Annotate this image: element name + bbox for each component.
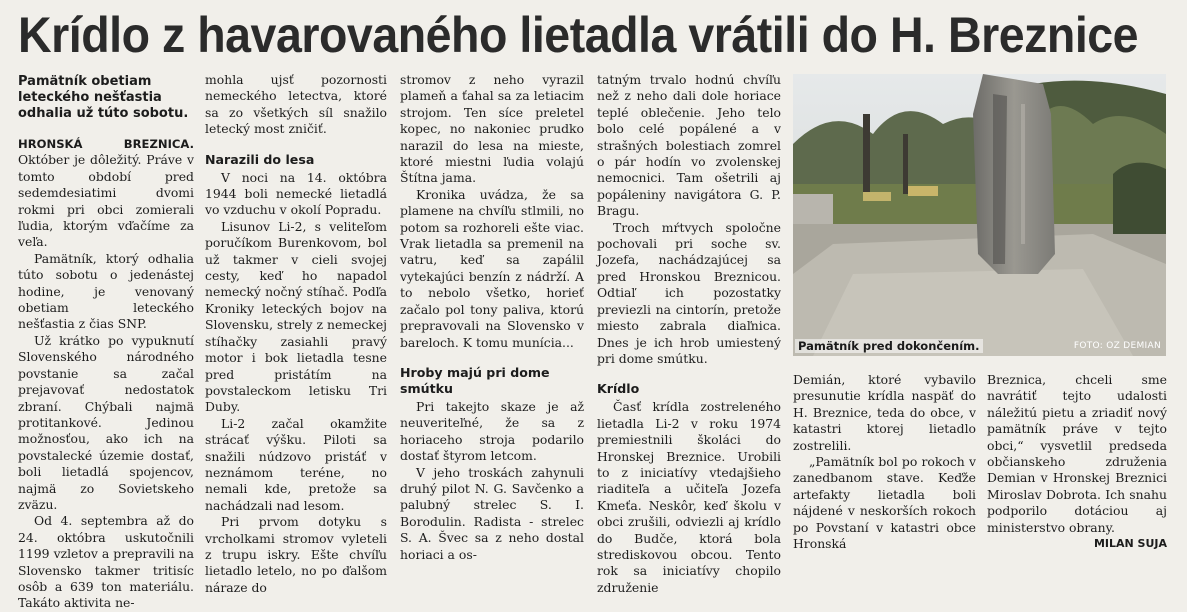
article-column-2 (205, 72, 387, 595)
paragraph: Časť krídla zostreleného lietadla Li-2 v roku 1974 premiestnili školáci do Hronskej Breznice. Urobili to z iniciatívy vtedajšieho riaditeľa a učiteľa Jozefa Kmeťa. Neskôr, keď školu v obci zrušili, odviezli aj krídlo do Budče, ktorá bola strediskovou obcou. Tento rok sa iniciatívy chopilo združenie (597, 399, 781, 595)
paragraph: V jeho troskách zahynuli druhý pilot N. G. Savčenko a palubný strelec S. I. Borodulin. Radista - strelec S. A. Švec sa z neho dostal horiaci a os- (400, 464, 584, 562)
article-column-4 (597, 72, 781, 595)
paragraph: Li-2 začal okamžite strácať výšku. Piloti sa snažili núdzovo pristáť v neznámom teréne, no nemali kde, pretože sa nachádzali nad lesom. (205, 415, 387, 513)
lead-text: Pamätník obetiam leteckého nešťastia odhalia už túto sobotu. (18, 74, 189, 121)
memorial-photo (793, 74, 1166, 356)
subheading: Hroby majú pri dome smútku (400, 364, 550, 396)
article-column-6 (987, 372, 1167, 551)
paragraph: tatným trvalo hodnú chvíľu než z neho dali dole horiace teplé oblečenie. Jeho telo bolo celé popálené a v strašných bolestiach zomrel o pár hodín vo zvolenskej nemocnici. Tam ošetrili aj popáleniny navigátora G. P. Bragu. (597, 72, 781, 219)
article-column-5 (793, 372, 976, 552)
paragraph: Breznica, chceli sme navrátiť tejto udalosti náležitú pietu a zriadiť nový pamätník práve v tejto obci,“ vysvetlil predseda občianskeho združenia Demian v Hronskej Breznici Miroslav Dobrota. Ich snahu podporilo dotáciou aj ministerstvo obrany. MILAN SUJA (987, 372, 1167, 536)
paragraph: Lisunov Li-2, s veliteľom poručíkom Burenkovom, bol už takmer v cieli svojej cesty, keď ho napadol nemecký nočný stíhač. Podľa Kroniky leteckých bojov na Slovensku, strely z nemeckej stíhačky zasiahli pravý motor i bok lietadla tesne pred pristátím na povstaleckom letisku Tri Duby. (205, 218, 387, 415)
subheading: Narazili do lesa (205, 151, 315, 167)
paragraph: HRONSKÁ BREZNICA. Október je dôležitý. Práve v tomto období pred sedemdesiatimi dvomi rokmi pri obci zomierali ľudia, ktorým vďačíme za veľa. (18, 137, 194, 250)
dateline: HRONSKÁ BREZNICA. (18, 137, 194, 151)
paragraph: Troch mŕtvych spoločne pochovali pri soche sv. Jozefa, nachádzajúcej sa pred Hronskou Breznicou. Odtiaľ ich pozostatky previezli na cintorín, pretože miesto zabrala diaľnica. Dnes je ich hrob umiestený pri dome smútku. (597, 219, 781, 366)
headline: Krídlo z havarovaného lietadla vrátili do H. Breznice (18, 7, 1139, 63)
paragraph: Od 4. septembra až do 24. októbra uskutočnili 1199 vzletov a prepravili na Slovensko takmer tritisíc osôb a 639 ton materiálu. Takáto aktivita ne- (18, 513, 194, 611)
paragraph: Kronika uvádza, že sa plamene na chvíľu stlmili, no potom sa rozhoreli ešte viac. Vrak lietadla sa premenil na vatru, keď sa zapálil vytekajúci benzín z nádrží. A to nebolo všetko, horieť začalo pol tony paliva, ktorú prepravovali na Slovensko v bareloch. K tomu munícia... (400, 186, 584, 350)
paragraph: Demián, ktoré vybavilo presunutie krídla naspäť do H. Breznice, teda do obce, v katastri ktorej lietadlo zostrelili. (793, 372, 976, 453)
photo-credit: FOTO: OZ DEMIAN (1073, 341, 1161, 351)
paragraph: Pri takejto skaze je až neuveriteľné, že sa z horiaceho stroja podarilo dostať štyrom letcom. (400, 398, 584, 464)
memorial-photo-image (793, 74, 1166, 356)
article-column-3 (400, 72, 584, 562)
caption-text: Pamätník pred dokončením. (795, 339, 983, 353)
byline: MILAN SUJA (1093, 537, 1167, 551)
paragraph: V noci na 14. októbra 1944 boli nemecké lietadlá vo vzduchu v okolí Popradu. (205, 169, 387, 218)
article-column-1 (18, 72, 194, 611)
photo-caption (795, 336, 1165, 356)
paragraph: Už krátko po vypuknutí Slovenského národného povstanie sa začal prejavovať nedostatok zbraní. Chýbali najmä protitankové. Jedinou možnosťou, ako ich na povstalecké územie dostať, boli lietadlá spojencov, najmä zo Sovietskeho zväzu. (18, 332, 194, 512)
paragraph: mohla ujsť pozornosti nemeckého letectva, ktoré sa zo všetkých síl snažilo letecký most zničiť. (205, 72, 387, 137)
paragraph: Pamätník, ktorý odhalia túto sobotu o jedenástej hodine, je venovaný obetiam leteckého nešťastia z čias SNP. (18, 250, 194, 332)
paragraph: Pri prvom dotyku s vrcholkami stromov vyleteli z trupu iskry. Ešte chvíľu lietadlo letelo, no po ďalšom náraze do (205, 514, 387, 595)
paragraph: stromov z neho vyrazil plameň a ťahal sa za letiacim strojom. Ten síce preletel kopec, no nakoniec prudko narazil do lesa na mieste, ktoré miestni ľudia volajú Štítna jama. (400, 72, 584, 186)
paragraph: „Pamätník bol po rokoch v zanedbanom stave. Keďže artefakty lietadla boli nájdené v neskorších rokoch po Povstaní v katastri obce Hronská (793, 454, 976, 552)
subheading: Krídlo (597, 381, 640, 397)
